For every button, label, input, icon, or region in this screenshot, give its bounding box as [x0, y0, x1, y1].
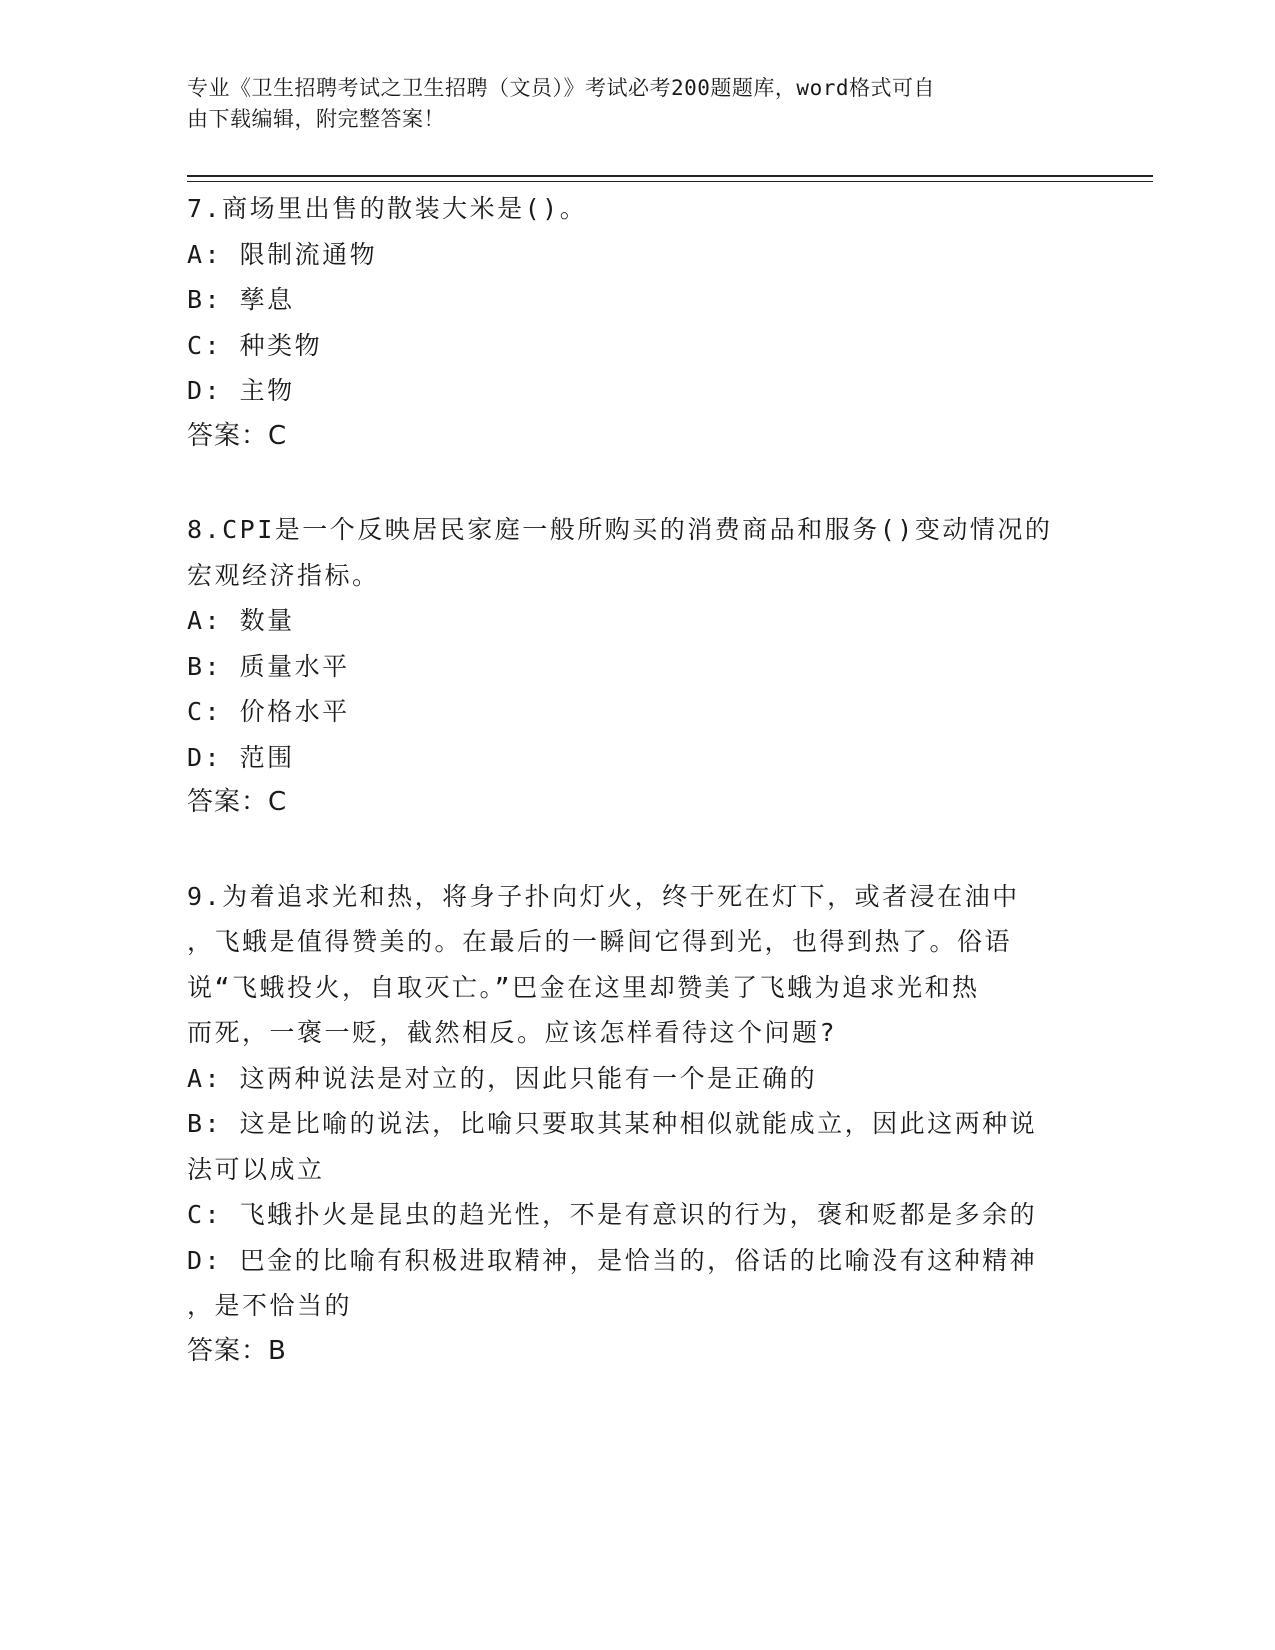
question-8: [187, 507, 1087, 826]
option-b: B: 孳息: [187, 285, 295, 314]
header-line-1: 专业《卫生招聘考试之卫生招聘（文员）》考试必考200题题库，word格式可自: [187, 76, 935, 100]
question-stem: 7.商场里出售的散装大米是()。: [187, 194, 588, 223]
question-stem: 9.为着追求光和热，将身子扑向灯火，终于死在灯下，或者浸在油中: [187, 881, 1020, 911]
option-b: B: 这是比喻的说法，比喻只要取其某种相似就能成立，因此这两种说: [187, 1109, 1038, 1138]
question-list: [187, 186, 1087, 1422]
header-line-2: 由下载编辑，附完整答案！: [187, 107, 445, 131]
option-a: A: 数量: [187, 606, 295, 635]
option-d: D: 范围: [187, 742, 295, 772]
option-a: A: 这两种说法是对立的，因此只能有一个是正确的: [187, 1063, 818, 1093]
answer-key: 答案：B: [187, 1335, 287, 1366]
option-c: C: 种类物: [187, 330, 323, 360]
question-stem: ，飞蛾是值得赞美的。在最后的一瞬间它得到光，也得到热了。俗语: [187, 927, 1013, 956]
option-d: D: 主物: [187, 376, 295, 405]
option-d: D: 巴金的比喻有积极进取精神，是恰当的，俗话的比喻没有这种精神: [187, 1245, 1038, 1275]
question-stem: 宏观经济指标。: [187, 560, 380, 590]
answer-key: 答案：C: [187, 420, 288, 451]
option-a: A: 限制流通物: [187, 239, 378, 269]
option-c: C: 价格水平: [187, 697, 350, 726]
question-7: [187, 186, 1087, 459]
question-stem: 说“飞蛾投火，自取灭亡。”巴金在这里却赞美了飞蛾为追求光和热: [187, 972, 980, 1002]
option-b: B: 质量水平: [187, 651, 350, 681]
option-d: ，是不恰当的: [187, 1291, 353, 1320]
question-9: [187, 874, 1087, 1375]
header-divider-thin: [187, 181, 1153, 182]
question-stem: 8.CPI是一个反映居民家庭一般所购买的消费商品和服务()变动情况的: [187, 515, 1053, 544]
header-divider-thick: [187, 175, 1153, 177]
option-c: C: 飞蛾扑火是昆虫的趋光性，不是有意识的行为，褒和贬都是多余的: [187, 1200, 1038, 1229]
answer-key: 答案：C: [187, 787, 288, 817]
option-b: 法可以成立: [187, 1154, 325, 1184]
document-header: [187, 73, 1067, 135]
question-stem: 而死，一褒一贬，截然相反。应该怎样看待这个问题?: [187, 1018, 838, 1047]
